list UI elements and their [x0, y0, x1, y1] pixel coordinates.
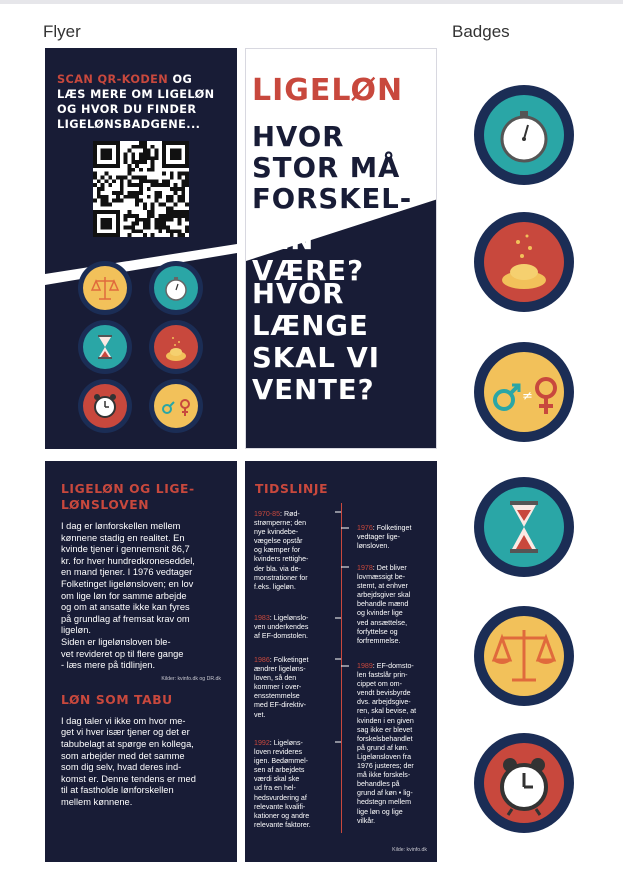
question2-line2: LÆNGE — [252, 310, 369, 342]
timeline-entry-1986: 1986: Folketinget ændrer ligeløns- loven, så den kommer i over- ensstemmelse med EF-direktiv- vet. — [254, 656, 309, 719]
source-note: Kilder: kvinfo.dk og DR.dk — [161, 675, 221, 682]
flyer-title-panel — [245, 48, 437, 449]
hourglass-badge — [474, 477, 574, 577]
question1-line3: FORSKEL- — [252, 183, 413, 215]
top-border — [0, 0, 623, 4]
coins-badge — [474, 212, 574, 312]
hourglass-icon — [78, 320, 132, 374]
question2-line3: SKAL VI — [252, 342, 381, 374]
timeline-entry-1976: 1976: Folketinget vedtager lige- lønsloven. — [357, 524, 412, 551]
timeline-ticks — [245, 461, 437, 862]
timeline-entry-1970: 1970-85: Rød- strømperne; den nye kvindebe- vægelse opstår og kæmper for kvinders rettighe- der bla. via de- monstrationer for f.eks. ligeløn. — [254, 510, 309, 591]
paragraph-tabu: I dag taler vi ikke om hvor me- get vi hver især tjener og det er tabubelagt at spørge en kollega, som arbejder med det samme som dig selv, hvad deres ind- komst er. Denne tendens er med til at fastholde lønforskellen mellem kønnene. — [61, 715, 196, 807]
heading-lon-som-tabu: LØN SOM TABU — [61, 692, 173, 707]
flyer-qr-panel — [45, 48, 237, 449]
flyer-header: Flyer — [43, 22, 81, 41]
question1-line1: HVOR — [252, 121, 345, 153]
question2-line1: HVOR — [252, 278, 345, 310]
question1-line2: STOR MÅ — [252, 152, 401, 184]
timeline-entry-1992: 1992: Ligeløns- loven revideres igen. Bedømmel- sen af arbejdets værdi skal ske ud fra en hel- hedsvurdering af relevante kvalifi- kationer og andre relevante faktorer. — [254, 739, 311, 829]
stopwatch-badge — [474, 85, 574, 185]
timeline-entry-1989: 1989: EF-domsto- len fastslår prin- cippet om om- vendt bevisbyrde dvs. arbejdsgive- ren, skal bevise, at kvinden i en given sag ikke er blevet forskelsbehandlet på grund af køn. Ligelønsloven fra 1976 justeres; der må ikke forskels- behandles på grund af køn • lig- hedstegn mellem lige løn og lige vilkår. — [357, 662, 417, 825]
qr-title-highlight: SCAN QR-KODEN — [57, 73, 169, 86]
timeline-entry-1978: 1978: Det bliver lovmæssigt be- stemt, at enhver arbejdsgiver skal behandle mænd og kvinder lige ved ansættelse, forfyttelse og forfremmelse. — [357, 564, 411, 645]
question1-line4: LEN VÆRE? — [252, 224, 365, 287]
svg-text:≠: ≠ — [522, 389, 533, 404]
flyer-text-panel — [45, 461, 237, 862]
ligelon-title: LIGELØN — [252, 73, 404, 108]
gender-symbols-icon — [149, 379, 203, 433]
stopwatch-icon — [149, 261, 203, 315]
coins-icon — [149, 320, 203, 374]
timeline-panel — [245, 461, 437, 862]
question2-line4: VENTE? — [252, 374, 375, 406]
badges-header: Badges — [452, 22, 510, 41]
alarm-clock-badge — [474, 733, 574, 833]
timeline-entry-1983: 1983: Ligelønslo- ven underkendes af EF-domstolen. — [254, 614, 309, 641]
qr-title: SCAN QR-KODEN OG LÆS MERE OM LIGELØN OG HVOR DU FINDER LIGELØNSBADGENE... — [57, 73, 215, 131]
timeline-source: Kilde: kvinfo.dk — [392, 847, 427, 853]
timeline-heading: TIDSLINJE — [255, 482, 329, 496]
qr-code[interactable] — [93, 141, 189, 237]
scales-badge — [474, 606, 574, 706]
gender-symbols-badge — [474, 342, 574, 442]
heading-ligelon-loven: LIGELØN OG LIGE- LØNSLOVEN — [61, 482, 195, 512]
paragraph-ligelon: I dag er lønforskellen mellem kønnene stadig en realitet. En kvinde tjener i gennemsnit 86,7 kr. for hver hundredkroneseddel, en mand tjener. I 1976 vedtager Folketinget ligelønsloven; en lov om lige løn for samme arbejde og om at ansatte ikke kan fyres på grundlag af fremsat krav om ligeløn. Siden er ligelønsloven ble- vet revideret op til flere gange - læs mere på tidlinjen. — [61, 521, 195, 671]
alarm-clock-icon — [78, 379, 132, 433]
scales-icon — [78, 261, 132, 315]
